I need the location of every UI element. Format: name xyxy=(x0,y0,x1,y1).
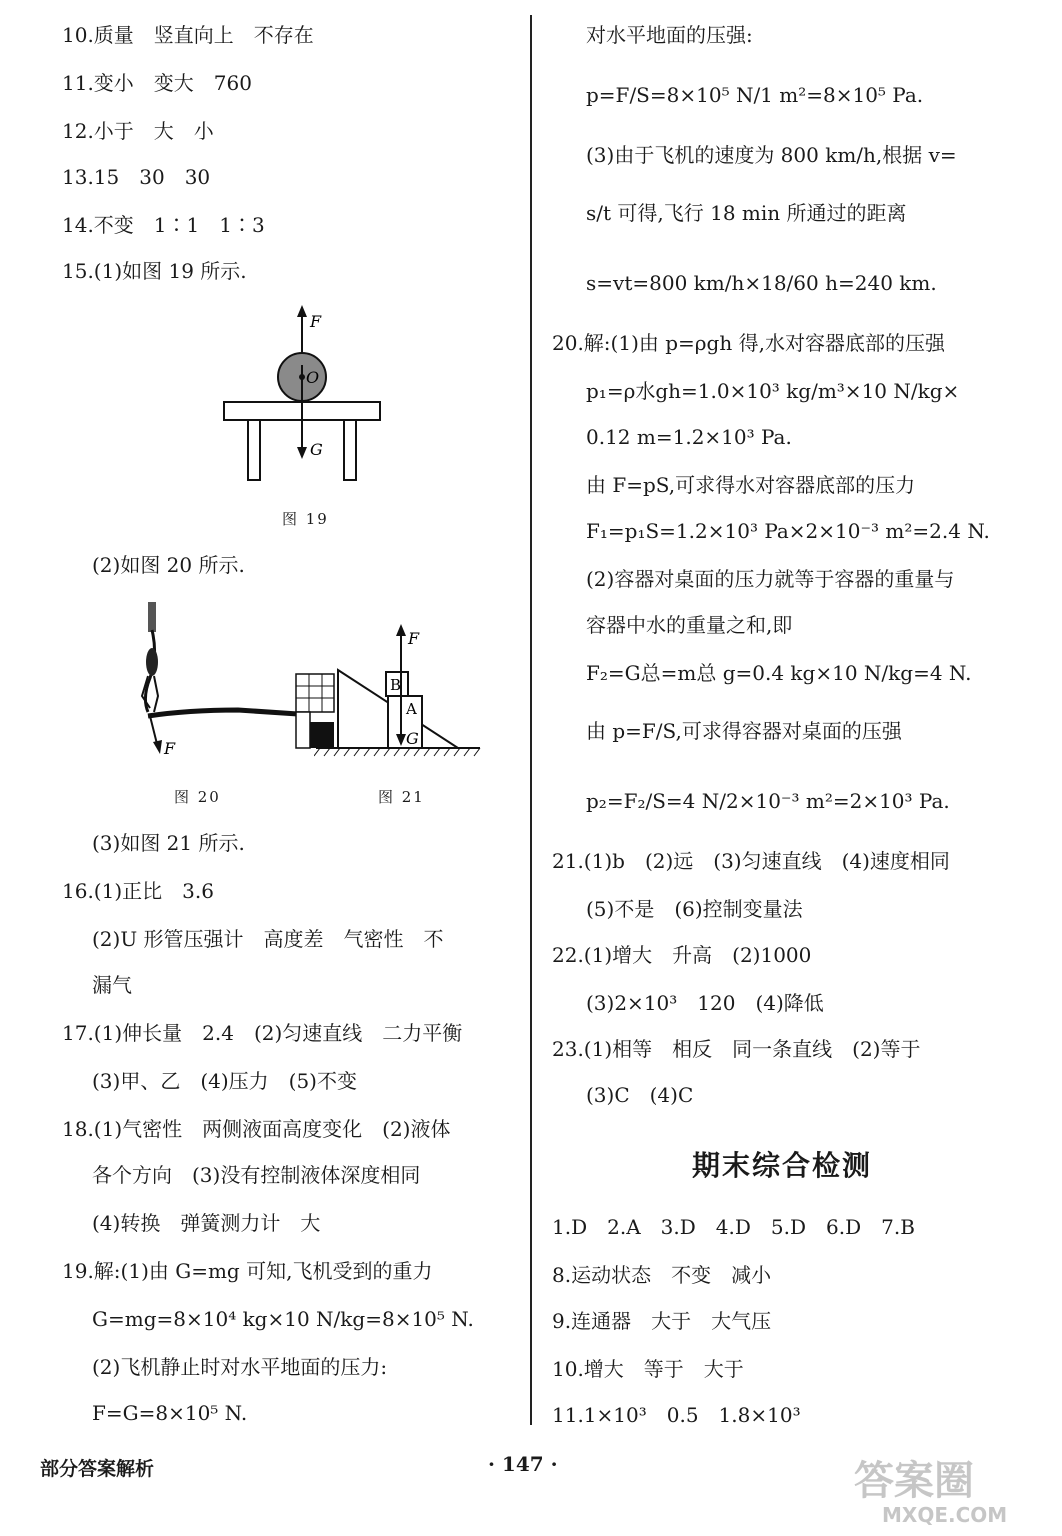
answer-line: 15.(1)如图 19 所示. xyxy=(62,259,247,283)
answer-line: F=G=8×10⁵ N. xyxy=(92,1401,248,1425)
figure-21-blocks-on-incline xyxy=(314,624,484,764)
answer-line: 8.运动状态 不变 减小 xyxy=(552,1263,772,1287)
answer-line: 22.(1)增大 升高 (2)1000 xyxy=(552,943,812,967)
answer-line: (3)2×10³ 120 (4)降低 xyxy=(586,991,824,1015)
formula-line: F₂=G总=m总 g=0.4 kg×10 N/kg=4 N. xyxy=(586,661,972,685)
answer-line: 18.(1)气密性 两侧液面高度变化 (2)液体 xyxy=(62,1117,451,1141)
answer-line: 11.1×10³ 0.5 1.8×10³ xyxy=(552,1403,801,1427)
figure-19-ball-on-table xyxy=(220,305,390,495)
figure-21-caption: 图 21 xyxy=(378,788,425,806)
formula-line: p₂=F₂/S=4 N/2×10⁻³ m²=2×10³ Pa. xyxy=(586,789,950,813)
column-divider xyxy=(530,15,532,1425)
answer-line: 由 F=pS,可求得水对容器底部的压力 xyxy=(586,473,916,497)
center-o-label: O xyxy=(306,368,320,387)
answer-line: 对水平地面的压强: xyxy=(586,23,753,47)
formula-line: p₁=ρ水gh=1.0×10³ kg/m³×10 N/kg× xyxy=(586,379,960,403)
formula-line: s=vt=800 km/h×18/60 h=240 km. xyxy=(586,271,937,295)
answer-line: 10.质量 竖直向上 不存在 xyxy=(62,23,314,47)
answer-line: 1.D 2.A 3.D 4.D 5.D 6.D 7.B xyxy=(552,1215,915,1239)
answer-line: (5)不是 (6)控制变量法 xyxy=(586,897,803,921)
answer-line: 14.不变 1∶1 1∶3 xyxy=(62,213,265,237)
footer-section-name: 部分答案解析 xyxy=(40,1458,155,1480)
answer-line: 16.(1)正比 3.6 xyxy=(62,879,214,903)
answer-line: (4)转换 弹簧测力计 大 xyxy=(92,1211,321,1235)
figure-19-caption: 图 19 xyxy=(282,510,329,528)
section-title: 期末综合检测 xyxy=(692,1149,873,1182)
page-number: · 147 · xyxy=(488,1452,558,1476)
answer-line: 漏气 xyxy=(92,973,132,997)
answer-line: 容器中水的重量之和,即 xyxy=(586,613,793,637)
answer-line: 21.(1)b (2)远 (3)匀速直线 (4)速度相同 xyxy=(552,849,950,873)
answer-line: (2)如图 20 所示. xyxy=(92,553,245,577)
block-a-label: A xyxy=(406,700,417,718)
answer-line: 19.解:(1)由 G=mg 可知,飞机受到的重力 xyxy=(62,1259,433,1283)
force-f-label: F xyxy=(310,312,322,331)
formula-line: p=F/S=8×10⁵ N/1 m²=8×10⁵ Pa. xyxy=(586,83,924,107)
answer-line: 23.(1)相等 相反 同一条直线 (2)等于 xyxy=(552,1037,921,1061)
formula-line: F₁=p₁S=1.2×10³ Pa×2×10⁻³ m²=2.4 N. xyxy=(586,519,990,543)
answer-line: 9.连通器 大于 大气压 xyxy=(552,1309,772,1333)
answer-line: G=mg=8×10⁴ kg×10 N/kg=8×10⁵ N. xyxy=(92,1307,474,1331)
answer-line: (3)C (4)C xyxy=(586,1083,694,1107)
figure-20-caption: 图 20 xyxy=(174,788,221,806)
answer-line: (2)容器对桌面的压力就等于容器的重量与 xyxy=(586,567,955,591)
answer-line: 12.小于 大 小 xyxy=(62,119,214,143)
answer-line: 由 p=F/S,可求得容器对桌面的压强 xyxy=(586,719,902,743)
answer-line: 13.15 30 30 xyxy=(62,165,211,189)
watermark-sub-text: MXQE.COM xyxy=(882,1503,1008,1527)
answer-line: s/t 可得,飞行 18 min 所通过的距离 xyxy=(586,201,907,225)
watermark-logo xyxy=(842,1448,1052,1528)
answer-line: 17.(1)伸长量 2.4 (2)匀速直线 二力平衡 xyxy=(62,1021,463,1045)
answer-line: 10.增大 等于 大于 xyxy=(552,1357,744,1381)
answer-line: 11.变小 变大 760 xyxy=(62,71,252,95)
force-f-label: F xyxy=(408,629,420,648)
block-b-label: B xyxy=(390,676,402,694)
force-f-label: F xyxy=(164,739,176,758)
answer-line: 各个方向 (3)没有控制液体深度相同 xyxy=(92,1163,421,1187)
formula-line: 0.12 m=1.2×10³ Pa. xyxy=(586,425,792,449)
answer-line: (3)如图 21 所示. xyxy=(92,831,245,855)
answer-line: (3)由于飞机的速度为 800 km/h,根据 v= xyxy=(586,143,957,167)
gravity-g-label: G xyxy=(406,729,419,748)
watermark-main-text: 答案圈 xyxy=(854,1458,974,1504)
answer-line: 20.解:(1)由 p=ρgh 得,水对容器底部的压强 xyxy=(552,331,945,355)
answer-line: (3)甲、乙 (4)压力 (5)不变 xyxy=(92,1069,357,1093)
answer-line: (2)U 形管压强计 高度差 气密性 不 xyxy=(92,927,444,951)
answer-line: (2)飞机静止时对水平地面的压力: xyxy=(92,1355,388,1379)
gravity-g-label: G xyxy=(310,440,323,459)
